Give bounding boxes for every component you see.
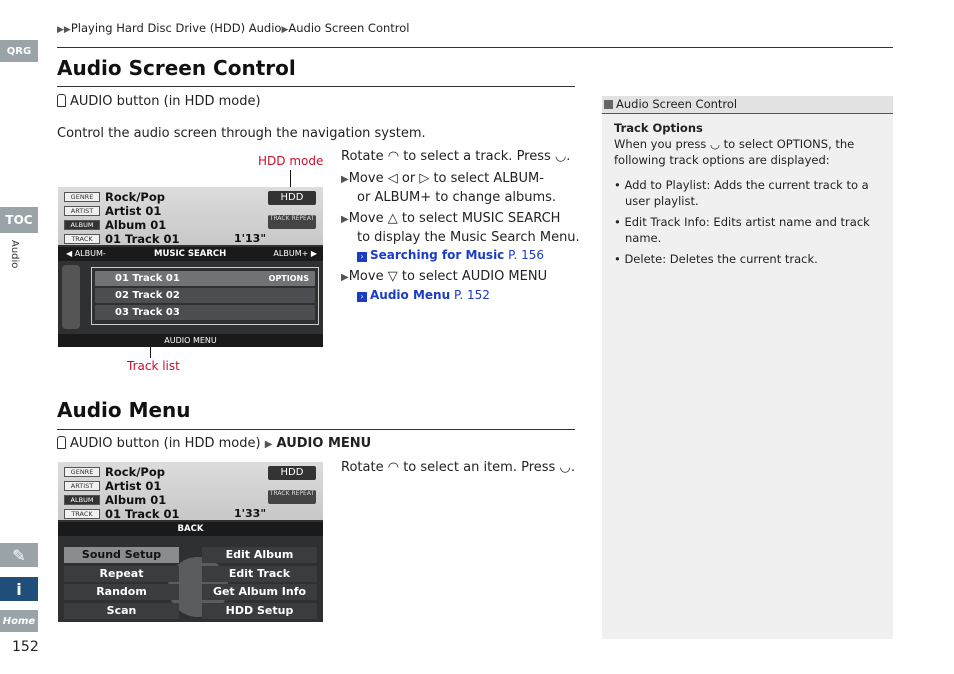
note-bullet-delete: • Delete: Deletes the current track. — [614, 252, 818, 266]
home-icon[interactable]: Home — [0, 610, 38, 632]
menu-item-edit-album[interactable]: Edit Album — [202, 547, 317, 563]
artist-label: ARTIST — [64, 206, 100, 216]
breadcrumb-arrow-icon: ▶▶ — [57, 25, 71, 35]
move-up-icon: △ — [387, 211, 398, 226]
page-number: 152 — [12, 639, 39, 655]
audio-menu-screen-image — [58, 462, 323, 622]
toc-tab[interactable]: TOC — [0, 207, 38, 233]
section-title-audio-screen-control: Audio Screen Control — [57, 56, 296, 80]
note-title: Track Options — [614, 121, 703, 135]
track-label: TRACK — [64, 509, 100, 519]
breadcrumb-item-current: Audio Screen Control — [288, 21, 410, 35]
audio-button-icon — [57, 436, 66, 449]
intro-text: Control the audio screen through the navigation system. — [57, 126, 426, 141]
track-list — [91, 267, 319, 325]
menu-item-edit-track[interactable]: Edit Track — [202, 566, 317, 582]
top-divider — [57, 47, 893, 48]
note-icon — [604, 100, 613, 109]
menu-item-scan[interactable]: Scan — [64, 603, 179, 619]
hdd-badge: HDD — [268, 191, 316, 205]
section-divider — [57, 429, 575, 430]
link-searching-for-music[interactable]: › Searching for Music P. 156 — [357, 248, 544, 262]
button-path-text: AUDIO button (in HDD mode) — [70, 94, 261, 109]
repeat-badge: TRACK REPEAT — [268, 490, 316, 504]
menu-item-random[interactable]: Random — [64, 584, 179, 600]
triangle-arrow-icon: ▶ — [264, 439, 273, 450]
qrg-tab[interactable]: QRG — [0, 40, 38, 62]
press-knob-icon: ◡ — [554, 149, 567, 164]
press-knob-icon: ◡ — [559, 460, 571, 475]
genre-label: GENRE — [64, 467, 100, 477]
instruction-move-search: ▶Move △ to select MUSIC SEARCH — [341, 211, 561, 226]
artist-value: Artist 01 — [105, 204, 162, 218]
audio-button-icon — [57, 94, 66, 107]
move-right-icon: ▷ — [419, 171, 430, 186]
track-row[interactable]: 01 Track 01 OPTIONS — [95, 271, 315, 286]
menu-item-sound-setup[interactable]: Sound Setup — [64, 547, 179, 563]
section-label: Audio — [9, 240, 20, 269]
artist-value: Artist 01 — [105, 479, 162, 493]
album-bar — [58, 247, 323, 261]
scroll-knob — [62, 265, 80, 329]
instruction-move-search-cont: to display the Music Search Menu. — [357, 230, 580, 245]
menu-item-hdd-setup[interactable]: HDD Setup — [202, 603, 317, 619]
audio-menu-bar[interactable]: AUDIO MENU — [58, 334, 323, 347]
note-divider — [602, 113, 893, 114]
voice-command-icon[interactable]: ✎ — [0, 543, 38, 567]
track-row[interactable]: 03 Track 03 — [95, 305, 315, 320]
album-label: ALBUM — [64, 495, 100, 505]
track-time: 1'13" — [234, 232, 267, 245]
genre-value: Rock/Pop — [105, 465, 165, 479]
album-label: ALBUM — [64, 220, 100, 230]
link-audio-menu[interactable]: › Audio Menu P. 152 — [357, 288, 490, 302]
callout-hdd-mode: HDD mode — [258, 154, 324, 168]
genre-label: GENRE — [64, 192, 100, 202]
options-button[interactable]: OPTIONS — [268, 274, 309, 283]
back-bar[interactable]: BACK — [58, 522, 323, 536]
triangle-bullet-icon: ▶ — [341, 174, 349, 185]
track-value: 01 Track 01 — [105, 232, 180, 246]
audio-screen-image — [58, 187, 323, 347]
info-icon[interactable]: i — [0, 577, 38, 601]
instruction-move-album: ▶Move ◁ or ▷ to select ALBUM- — [341, 171, 544, 186]
move-left-icon: ◁ — [387, 171, 398, 186]
section-title-audio-menu: Audio Menu — [57, 398, 191, 422]
album-minus[interactable]: ◀ ALBUM- — [66, 249, 106, 258]
note-bullet-edit-track-info-cont: name. — [625, 231, 662, 245]
section-divider — [57, 86, 575, 87]
note-bullet-edit-track-info: • Edit Track Info: Edits artist name and track — [614, 215, 870, 229]
button-path: AUDIO button (in HDD mode) ▶ AUDIO MENU — [57, 436, 371, 451]
repeat-badge: TRACK REPEAT — [268, 215, 316, 229]
triangle-bullet-icon: ▶ — [341, 214, 349, 225]
link-arrow-icon: › — [357, 292, 367, 302]
note-bullet-add-playlist-cont: user playlist. — [625, 194, 699, 208]
album-value: Album 01 — [105, 218, 167, 232]
track-label: TRACK — [64, 234, 100, 244]
instruction-rotate: Rotate ◠ to select a track. Press ◡. — [341, 149, 571, 164]
instruction-move-menu: ▶Move ▽ to select AUDIO MENU — [341, 269, 548, 284]
note-line-1: When you press ◡ to select OPTIONS, the — [614, 137, 855, 151]
breadcrumb-arrow-icon: ▶ — [281, 25, 289, 35]
rotate-knob-icon: ◠ — [387, 149, 400, 164]
genre-value: Rock/Pop — [105, 190, 165, 204]
move-down-icon: ▽ — [387, 269, 398, 284]
artist-label: ARTIST — [64, 481, 100, 491]
album-value: Album 01 — [105, 493, 167, 507]
press-knob-icon: ◡ — [709, 137, 721, 151]
menu-item-get-album-info[interactable]: Get Album Info — [202, 584, 317, 600]
menu-item-repeat[interactable]: Repeat — [64, 566, 179, 582]
link-arrow-icon: › — [357, 252, 367, 262]
button-path — [57, 94, 261, 109]
breadcrumb-item-hdd[interactable]: Playing Hard Disc Drive (HDD) Audio — [70, 21, 282, 35]
music-search[interactable]: MUSIC SEARCH — [154, 249, 227, 259]
track-time: 1'33" — [234, 507, 267, 520]
rotate-knob-icon: ◠ — [387, 460, 400, 475]
instruction-move-album-cont: or ALBUM+ to change albums. — [357, 190, 557, 205]
callout-track-list: Track list — [127, 359, 180, 373]
triangle-bullet-icon: ▶ — [341, 272, 349, 283]
note-header: Audio Screen Control — [602, 96, 893, 113]
callout-line — [290, 170, 291, 188]
track-value: 01 Track 01 — [105, 507, 180, 521]
side-note-panel — [602, 96, 893, 639]
album-plus[interactable]: ALBUM+ ▶ — [273, 249, 317, 258]
instruction-rotate-menu: Rotate ◠ to select an item. Press ◡. — [341, 460, 575, 475]
note-bullet-add-playlist: • Add to Playlist: Adds the current track to a — [614, 178, 869, 192]
hdd-badge: HDD — [268, 466, 316, 480]
breadcrumb — [57, 21, 409, 35]
note-line-2: following track options are displayed: — [614, 153, 830, 167]
track-row[interactable]: 02 Track 02 — [95, 288, 315, 303]
